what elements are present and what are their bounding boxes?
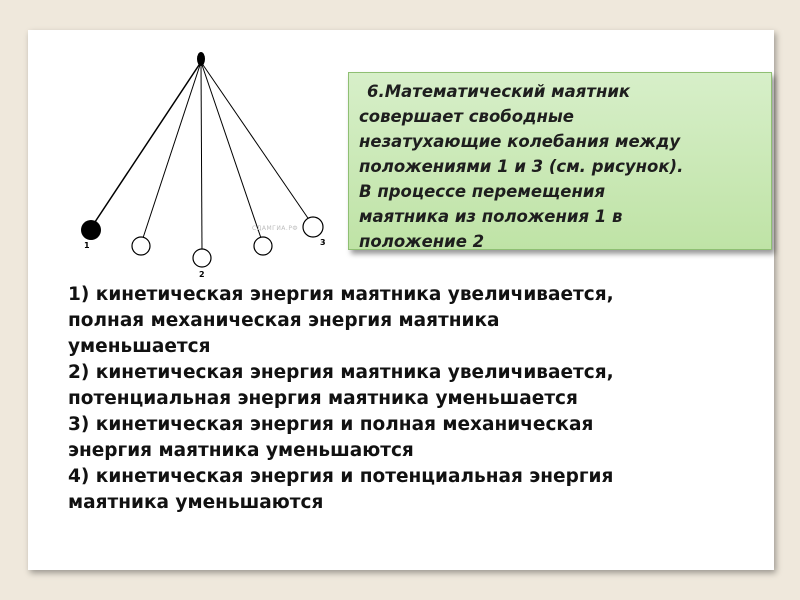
bob-intermediate-right [254,237,272,255]
question-text: 6.Математический маятник совершает свободные незатухающие колебания между положениями 1 и 3 (см. рисунок). В процессе перемещения маятника из положения 1 в положение 2 [359,82,684,251]
answer-option-4: 4) кинетическая энергия и потенциальная энергия маятника уменьшаются [68,466,614,513]
bob-position-3 [303,217,323,237]
label-position-2: 2 [199,270,205,279]
bob-position-2 [193,249,211,267]
label-position-1: 1 [84,241,90,250]
string-intermediate-left [141,62,201,244]
pendulum-diagram [60,46,350,279]
label-position-3: 3 [320,238,326,247]
string-position-2 [201,62,202,252]
answer-option-3: 3) кинетическая энергия и полная механическая энергия маятника уменьшаются [68,414,594,461]
answer-option-2: 2) кинетическая энергия маятника увеличивается, потенциальная энергия маятника уменьшается [68,362,614,409]
question-callout [348,72,772,250]
bob-intermediate-left [132,237,150,255]
watermark-text: СДАМГИА.РФ [252,225,299,232]
answer-option-1: 1) кинетическая энергия маятника увеличивается, полная механическая энергия маятника уменьшается [68,284,614,357]
string-position-1 [91,62,201,228]
answer-options [68,282,768,516]
string-position-3 [201,62,312,224]
pendulum-figure [60,46,350,279]
string-intermediate-right [201,62,263,244]
bob-position-1 [81,220,101,240]
